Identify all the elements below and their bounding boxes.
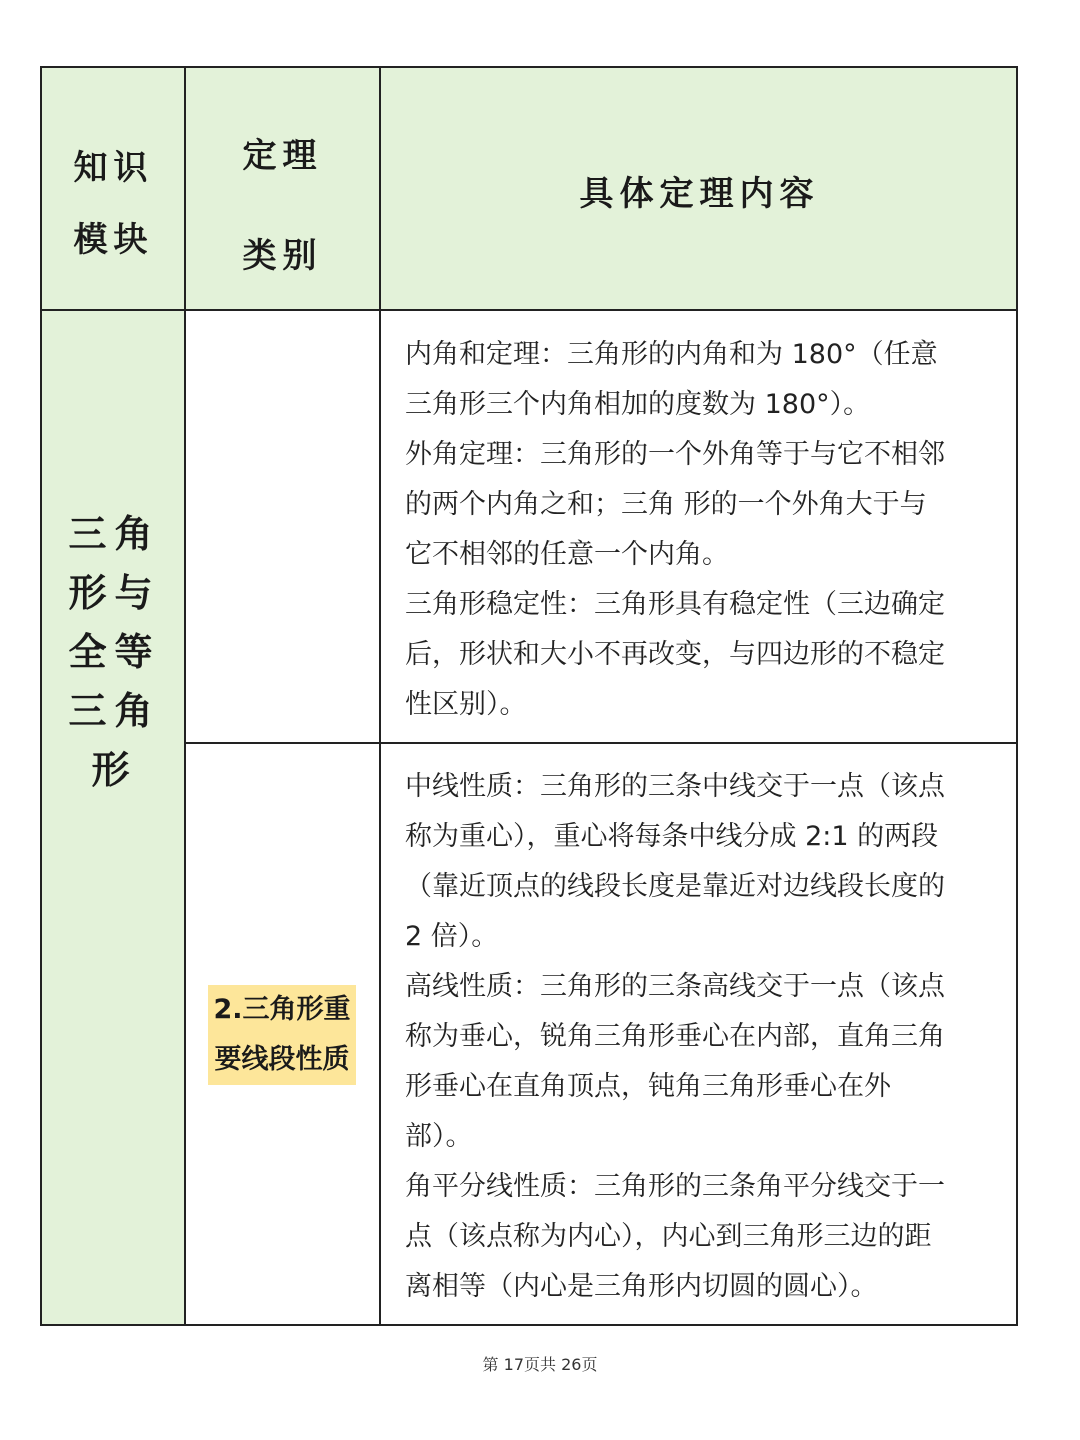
exterior-angle-theorem [405,430,995,580]
triangle-stability [405,580,995,730]
text-line: 高线性质：三角形的三条高线交于一点（该点 [405,971,945,1002]
row1-theorem-content [405,330,995,730]
median-property [405,762,995,962]
text-line: 三角形稳定性：三角形具有稳定性（三边确定 [405,589,945,620]
text-line: 中线性质：三角形的三条中线交于一点（该点 [405,771,945,802]
header-knowledge-module-line: 模块 [73,220,154,260]
text-line: 后，形状和大小不再改变，与四边形的不稳定 [405,639,945,670]
text-line: 的两个内角之和；三角 形的一个外角大于与 [405,489,927,520]
text-line: 形垂心在直角顶点，钝角三角形垂心在外 [405,1071,891,1102]
text-line: 部）。 [405,1121,473,1152]
header-knowledge-module [42,132,185,276]
module-line: 三角 [68,511,161,556]
text-line: 称为重心），重心将每条中线分成 2:1 的两段 [405,821,939,852]
text-line: 外角定理：三角形的一个外角等于与它不相邻 [405,439,945,470]
text-line: 角平分线性质：三角形的三条角平分线交于一 [405,1171,945,1202]
table-divider-row1 [184,742,1018,744]
module-line: 形 [91,747,138,792]
text-line: 称为垂心，锐角三角形垂心在内部，直角三角 [405,1021,945,1052]
header-theorem-category [186,106,379,306]
text-line: 内角和定理：三角形的内角和为 180°（任意 [405,339,938,370]
header-theorem-category-line: 类别 [242,236,323,276]
text-line: 2 倍）。 [405,921,499,952]
text-line: 性区别）。 [405,689,527,720]
altitude-property [405,962,995,1162]
table-divider-col2 [379,66,381,1326]
table-divider-header [40,309,1018,311]
module-line: 形与 [68,570,161,615]
text-line: 三角形三个内角相加的度数为 180°）。 [405,389,871,420]
category-line: 要线段性质 [214,1044,350,1075]
header-knowledge-module-line: 知识 [73,148,154,188]
text-line: 它不相邻的任意一个内角。 [405,539,729,570]
angle-bisector-property [405,1162,995,1312]
module-line: 三角 [68,688,161,733]
header-theorem-content: 具体定理内容 [579,174,820,214]
row2-theorem-content [405,762,995,1312]
interior-angle-theorem [405,330,995,430]
text-line: （靠近顶点的线段长度是靠近对边线段长度的 [405,871,945,902]
page-number: 第 17页共 26页 [482,1355,598,1374]
module-triangle-congruence [42,504,187,799]
category-important-segments [208,985,356,1085]
category-line: 2.三角形重 [213,994,351,1025]
text-line: 点（该点称为内心），内心到三角形三边的距 [405,1221,932,1252]
text-line: 离相等（内心是三角形内切圆的圆心）。 [405,1271,878,1302]
header-theorem-category-line: 定理 [242,136,323,176]
module-line: 全等 [68,629,161,674]
